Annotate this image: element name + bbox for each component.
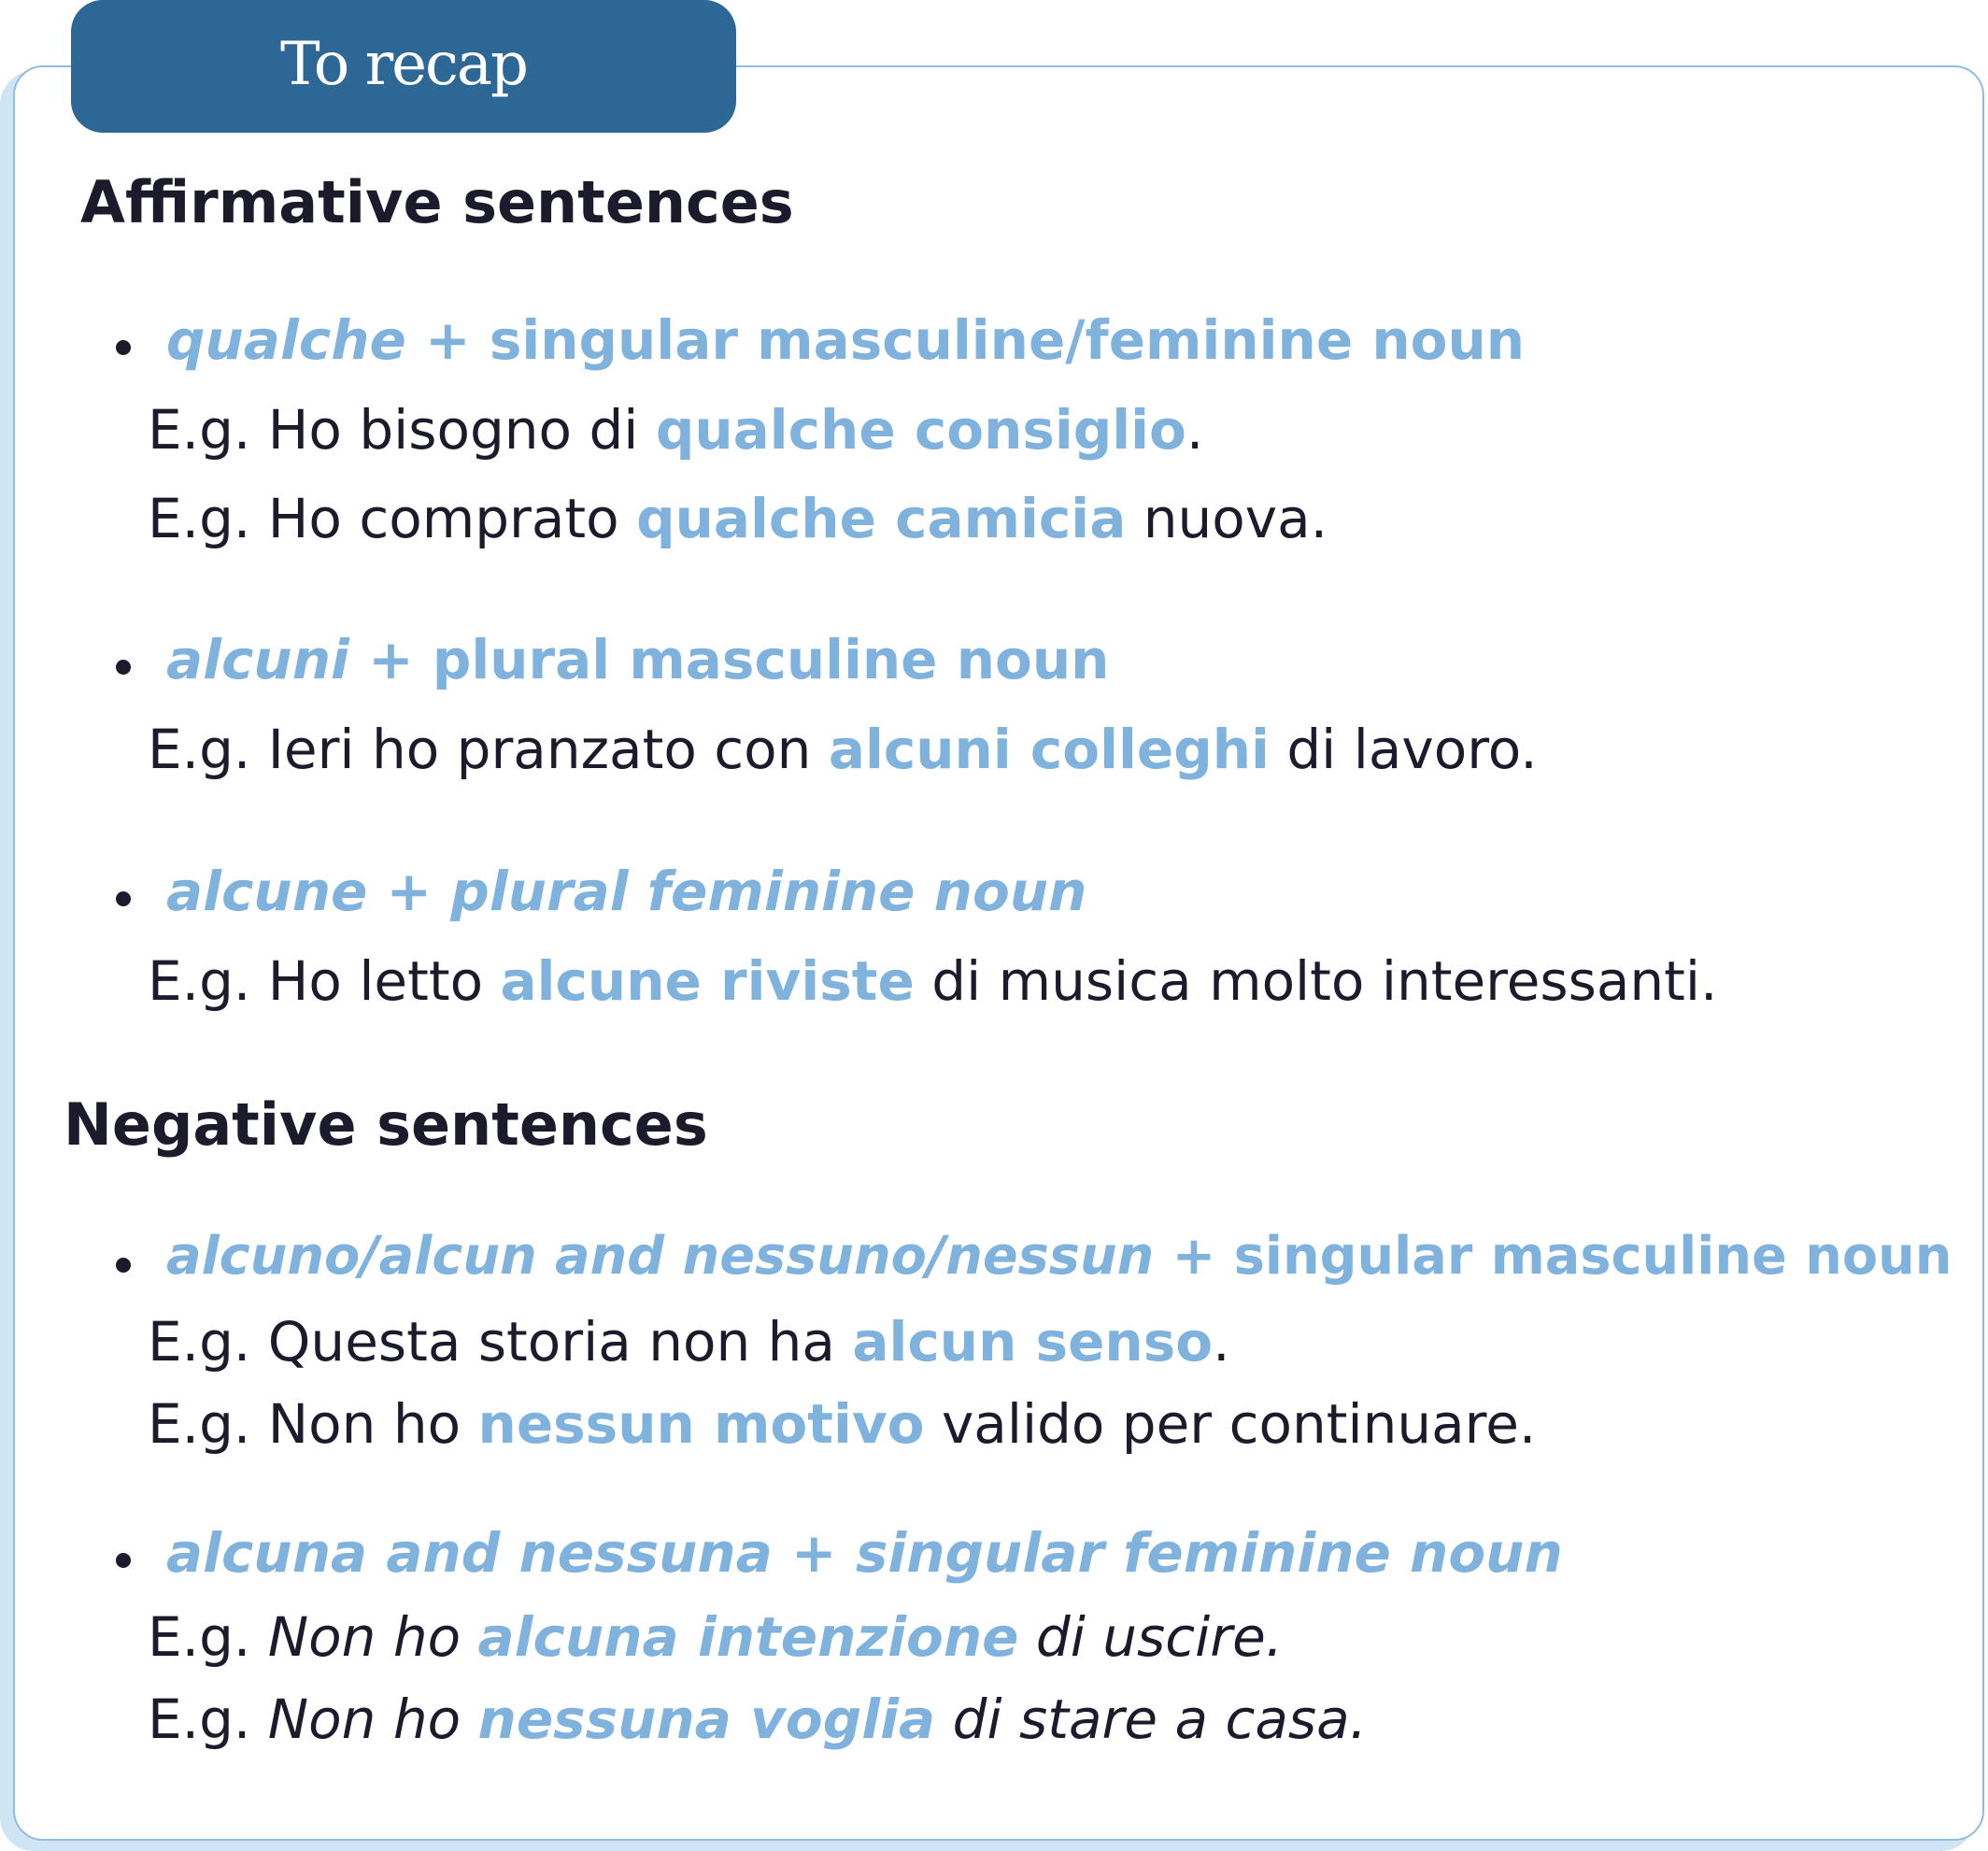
- rule-word: alcuno/alcun and nessuno/nessun: [166, 1226, 1155, 1287]
- example-before: Non ho: [267, 1392, 478, 1456]
- example-highlight: alcuni colleghi: [828, 718, 1270, 781]
- bullet: [116, 340, 131, 355]
- rule-word: alcuni: [166, 628, 349, 691]
- example-line: [148, 1605, 1283, 1669]
- rule-alcuna-nessuna: [166, 1521, 1563, 1585]
- rule-alcuni: [166, 628, 1109, 691]
- example-prefix: E.g.: [148, 1392, 268, 1456]
- example-line: [148, 718, 1538, 781]
- example-before: Questa storia non ha: [267, 1310, 853, 1374]
- example-before: Ieri ho pranzato con: [267, 718, 829, 781]
- rule-word: alcune + plural feminine noun: [166, 860, 1087, 923]
- example-after: di lavoro.: [1269, 718, 1538, 781]
- recap-tab-label: To recap: [279, 30, 528, 99]
- example-after: .: [1213, 1310, 1230, 1374]
- rule-rest: + plural masculine noun: [348, 628, 1110, 691]
- example-highlight: nessun motivo: [477, 1392, 925, 1456]
- example-before: Non ho: [267, 1687, 478, 1751]
- example-line: [148, 1392, 1536, 1456]
- example-after: nuova.: [1126, 487, 1328, 550]
- example-highlight: nessuna voglia: [477, 1687, 936, 1751]
- example-prefix: E.g.: [148, 487, 268, 550]
- example-before: Non ho: [267, 1605, 478, 1669]
- example-after: valido per continuare.: [924, 1392, 1537, 1456]
- rule-rest: + singular masculine noun: [1154, 1226, 1952, 1287]
- example-highlight: qualche camicia: [636, 487, 1127, 550]
- example-after: di uscire.: [1018, 1605, 1284, 1669]
- example-line: [148, 1687, 1367, 1751]
- example-highlight: qualche consiglio: [655, 398, 1186, 462]
- bullet: [116, 1553, 131, 1568]
- example-line: [148, 487, 1328, 550]
- rule-rest: + singular masculine/feminine noun: [405, 308, 1526, 372]
- rule-qualche: [166, 308, 1525, 372]
- example-after: di stare a casa.: [935, 1687, 1368, 1751]
- example-before: Ho comprato: [267, 487, 637, 550]
- rule-alcune: [166, 860, 1086, 923]
- example-highlight: alcune riviste: [500, 949, 915, 1013]
- example-before: Ho letto: [267, 949, 501, 1013]
- example-prefix: E.g.: [148, 1605, 268, 1669]
- bullet: [116, 1258, 131, 1273]
- example-after: di musica molto interessanti.: [914, 949, 1718, 1013]
- recap-tab: [71, 0, 736, 133]
- example-prefix: E.g.: [148, 718, 268, 781]
- example-highlight: alcun senso: [852, 1310, 1214, 1374]
- example-line: [148, 949, 1717, 1013]
- example-after: .: [1186, 398, 1204, 462]
- example-before: Ho bisogno di: [267, 398, 656, 462]
- example-prefix: E.g.: [148, 949, 268, 1013]
- affirmative-heading: Affirmative sentences: [80, 168, 794, 236]
- example-prefix: E.g.: [148, 1687, 268, 1751]
- example-highlight: alcuna intenzione: [477, 1605, 1019, 1669]
- rule-word: qualche: [166, 308, 406, 372]
- example-prefix: E.g.: [148, 398, 268, 462]
- rule-alcuno-nessuno: [166, 1226, 1952, 1287]
- example-prefix: E.g.: [148, 1310, 268, 1374]
- rule-word: alcuna and nessuna + singular feminine noun: [166, 1521, 1563, 1585]
- bullet: [116, 660, 131, 675]
- example-line: [148, 398, 1203, 462]
- example-line: [148, 1310, 1230, 1374]
- bullet: [116, 891, 131, 906]
- negative-heading: Negative sentences: [64, 1090, 708, 1159]
